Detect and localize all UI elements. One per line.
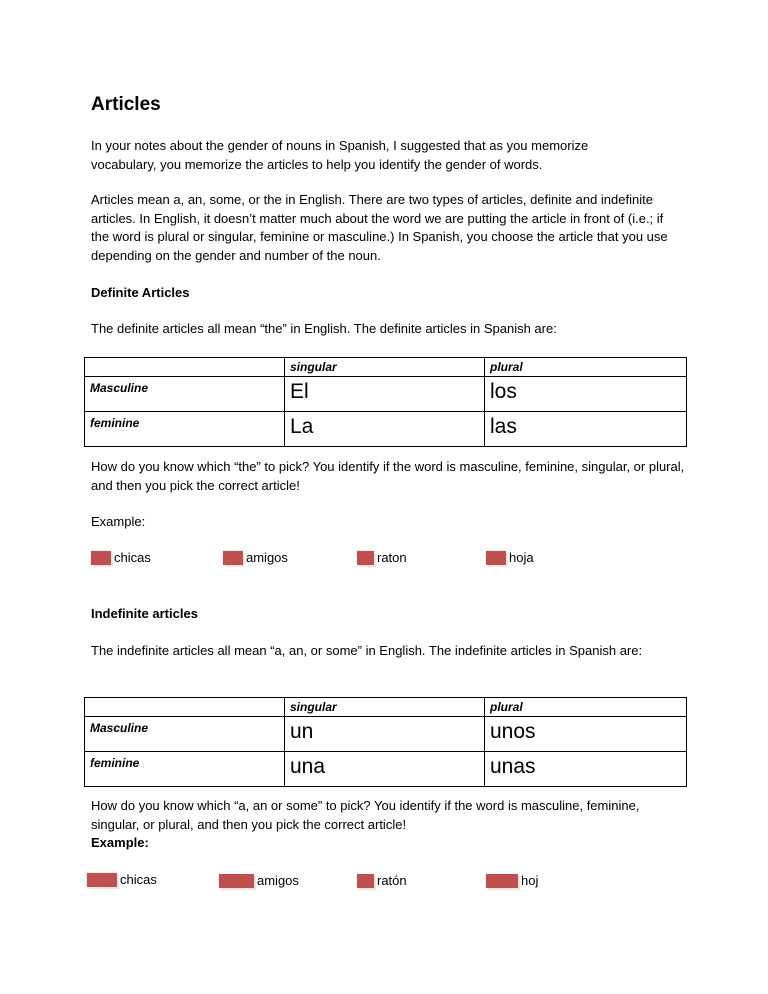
answer-blank[interactable] (357, 874, 374, 888)
article-cell: La (285, 412, 485, 447)
example-item (87, 872, 157, 887)
example-item (223, 550, 288, 565)
article-cell: unas (485, 752, 687, 787)
answer-blank[interactable] (223, 551, 243, 565)
example-item (357, 873, 407, 888)
col-singular-header: singular (285, 698, 485, 717)
row-label-masculine: Masculine (85, 377, 285, 412)
example-noun: hoja (509, 550, 534, 565)
example-item (357, 550, 407, 565)
example-noun: chicas (114, 550, 151, 565)
table-corner-cell (85, 358, 285, 377)
article-cell: unos (485, 717, 687, 752)
table-corner-cell (85, 698, 285, 717)
row-label-feminine: feminine (85, 412, 285, 447)
article-cell: las (485, 412, 687, 447)
definite-description: The definite articles all mean “the” in English. The definite articles in Spanish are: (91, 321, 557, 336)
page-title: Articles (91, 94, 161, 115)
table-header-row (85, 358, 687, 377)
indefinite-question: How do you know which “a, an or some” to pick? You identify if the word is masculine, feminine, singular, or plural, and then you pick the correct article! (91, 798, 640, 832)
article-cell: una (285, 752, 485, 787)
table-row (85, 377, 687, 412)
example-noun: raton (377, 550, 407, 565)
row-label-feminine: feminine (85, 752, 285, 787)
row-label-masculine: Masculine (85, 717, 285, 752)
answer-blank[interactable] (87, 873, 117, 887)
indefinite-articles-table (84, 697, 687, 787)
example-item (486, 873, 538, 888)
definite-articles-table (84, 357, 687, 447)
definite-example-label: Example: (91, 514, 146, 529)
example-noun: amigos (246, 550, 288, 565)
article-cell: El (285, 377, 485, 412)
example-noun: ratón (377, 873, 407, 888)
col-singular-header: singular (285, 358, 485, 377)
article-cell: un (285, 717, 485, 752)
answer-blank[interactable] (91, 551, 111, 565)
example-item (219, 873, 299, 888)
example-item (91, 550, 151, 565)
intro-paragraph: In your notes about the gender of nouns in Spanish, I suggested that as you memorize vocabulary, you memorize the articles to help you identify the gender of words. (91, 138, 589, 172)
table-row (85, 717, 687, 752)
example-noun: chicas (120, 872, 157, 887)
article-cell: los (485, 377, 687, 412)
table-row (85, 752, 687, 787)
answer-blank[interactable] (486, 551, 506, 565)
col-plural-header: plural (485, 698, 687, 717)
col-plural-header: plural (485, 358, 687, 377)
table-header-row (85, 698, 687, 717)
definite-heading: Definite Articles (91, 285, 190, 300)
table-row (85, 412, 687, 447)
example-noun: hoj (521, 873, 539, 888)
answer-blank[interactable] (486, 874, 518, 888)
indefinite-heading: Indefinite articles (91, 606, 198, 621)
indefinite-description: The indefinite articles all mean “a, an, or some” in English. The indefinite articles in Spanish are: (91, 643, 643, 658)
answer-blank[interactable] (219, 874, 254, 888)
indefinite-example-label: Example: (91, 835, 149, 850)
example-noun: amigos (257, 873, 299, 888)
definite-question: How do you know which “the” to pick? You identify if the word is masculine, feminine, singular, or plural, and then you pick the correct article! (91, 459, 685, 493)
answer-blank[interactable] (357, 551, 374, 565)
example-item (486, 550, 534, 565)
articles-meaning-paragraph: Articles mean a, an, some, or the in English. There are two types of articles, definite and indefinite articles. In English, it doesn’t matter much about the word we are putting the article in front of (i.e.; if the word is plural or singular, feminine or masculine.) In Spanish, you choose the article that you use depending on the gender and number of the noun. (91, 192, 668, 263)
